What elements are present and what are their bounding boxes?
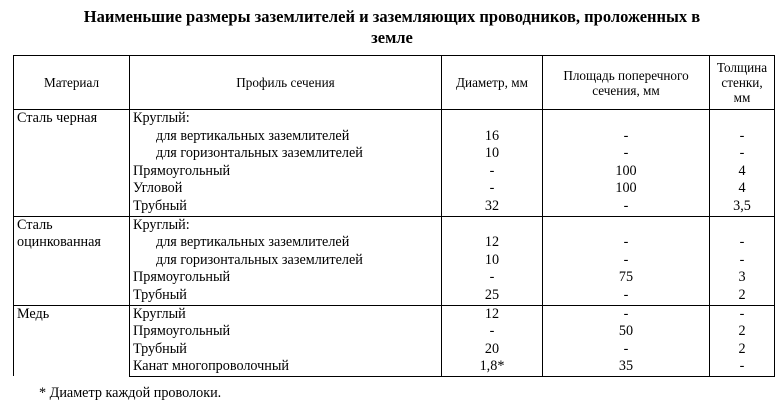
- profile-cell: Прямоугольный: [130, 163, 442, 181]
- profile-cell: Трубный: [130, 287, 442, 305]
- profile-cell: для горизонтальных заземлителей: [130, 145, 442, 163]
- thickness-cell: 4: [710, 163, 775, 181]
- profile-cell: Канат многопроволочный: [130, 358, 442, 376]
- header-thickness: Толщина стенки, мм: [710, 56, 775, 110]
- area-cell: 35: [543, 358, 710, 376]
- diameter-cell: 10: [442, 252, 543, 270]
- thickness-cell: -: [710, 305, 775, 323]
- area-cell: -: [543, 145, 710, 163]
- thickness-cell: 3: [710, 269, 775, 287]
- header-diameter: Диаметр, мм: [442, 56, 543, 110]
- area-cell: 100: [543, 163, 710, 181]
- diameter-cell: -: [442, 163, 543, 181]
- profile-cell: Угловой: [130, 180, 442, 198]
- profile-cell: Круглый:: [130, 216, 442, 234]
- thickness-cell: -: [710, 358, 775, 376]
- area-cell: 100: [543, 180, 710, 198]
- footnote: * Диаметр каждой проволоки.: [39, 385, 222, 401]
- profile-cell: Прямоугольный: [130, 269, 442, 287]
- diameter-cell: [442, 216, 543, 234]
- profile-cell: Трубный: [130, 341, 442, 359]
- thickness-cell: 4: [710, 180, 775, 198]
- area-cell: -: [543, 234, 710, 252]
- thickness-cell: [710, 110, 775, 128]
- material-cell: Сталь оцинкованная: [14, 216, 130, 305]
- thickness-cell: 2: [710, 287, 775, 305]
- thickness-cell: 2: [710, 341, 775, 359]
- table-title-line-1: Наименьшие размеры заземлителей и заземляющих проводников, проложенных в: [83, 7, 701, 26]
- table-title: [0, 6, 784, 48]
- thickness-cell: -: [710, 145, 775, 163]
- thickness-cell: -: [710, 234, 775, 252]
- profile-cell: Прямоугольный: [130, 323, 442, 341]
- thickness-cell: [710, 216, 775, 234]
- profile-cell: для горизонтальных заземлителей: [130, 252, 442, 270]
- diameter-cell: 12: [442, 234, 543, 252]
- material-cell: Сталь черная: [14, 110, 130, 217]
- table-row: [14, 305, 775, 323]
- area-cell: -: [543, 305, 710, 323]
- thickness-cell: 2: [710, 323, 775, 341]
- area-cell: -: [543, 287, 710, 305]
- profile-cell: для вертикальных заземлителей: [130, 128, 442, 146]
- profile-cell: Круглый:: [130, 110, 442, 128]
- profile-cell: для вертикальных заземлителей: [130, 234, 442, 252]
- material-cell: Медь: [14, 305, 130, 376]
- header-profile: Профиль сечения: [130, 56, 442, 110]
- header-area: Площадь поперечного сечения, мм: [543, 56, 710, 110]
- diameter-cell: 25: [442, 287, 543, 305]
- area-cell: -: [543, 252, 710, 270]
- diameter-cell: 10: [442, 145, 543, 163]
- area-cell: -: [543, 128, 710, 146]
- header-material: Материал: [14, 56, 130, 110]
- area-cell: -: [543, 341, 710, 359]
- profile-cell: Круглый: [130, 305, 442, 323]
- diameter-cell: 12: [442, 305, 543, 323]
- area-cell: [543, 216, 710, 234]
- area-cell: [543, 110, 710, 128]
- area-cell: -: [543, 198, 710, 216]
- thickness-cell: -: [710, 252, 775, 270]
- diameter-cell: 20: [442, 341, 543, 359]
- area-cell: 75: [543, 269, 710, 287]
- diameter-cell: 32: [442, 198, 543, 216]
- profile-cell: Трубный: [130, 198, 442, 216]
- grounding-table: [13, 55, 775, 377]
- table-row: [14, 110, 775, 128]
- diameter-cell: -: [442, 269, 543, 287]
- table-row: [14, 216, 775, 234]
- diameter-cell: 1,8*: [442, 358, 543, 376]
- thickness-cell: -: [710, 128, 775, 146]
- diameter-cell: 16: [442, 128, 543, 146]
- area-cell: 50: [543, 323, 710, 341]
- diameter-cell: -: [442, 323, 543, 341]
- thickness-cell: 3,5: [710, 198, 775, 216]
- header-row: [14, 56, 775, 110]
- table-title-line-2: земле: [371, 28, 413, 47]
- diameter-cell: [442, 110, 543, 128]
- diameter-cell: -: [442, 180, 543, 198]
